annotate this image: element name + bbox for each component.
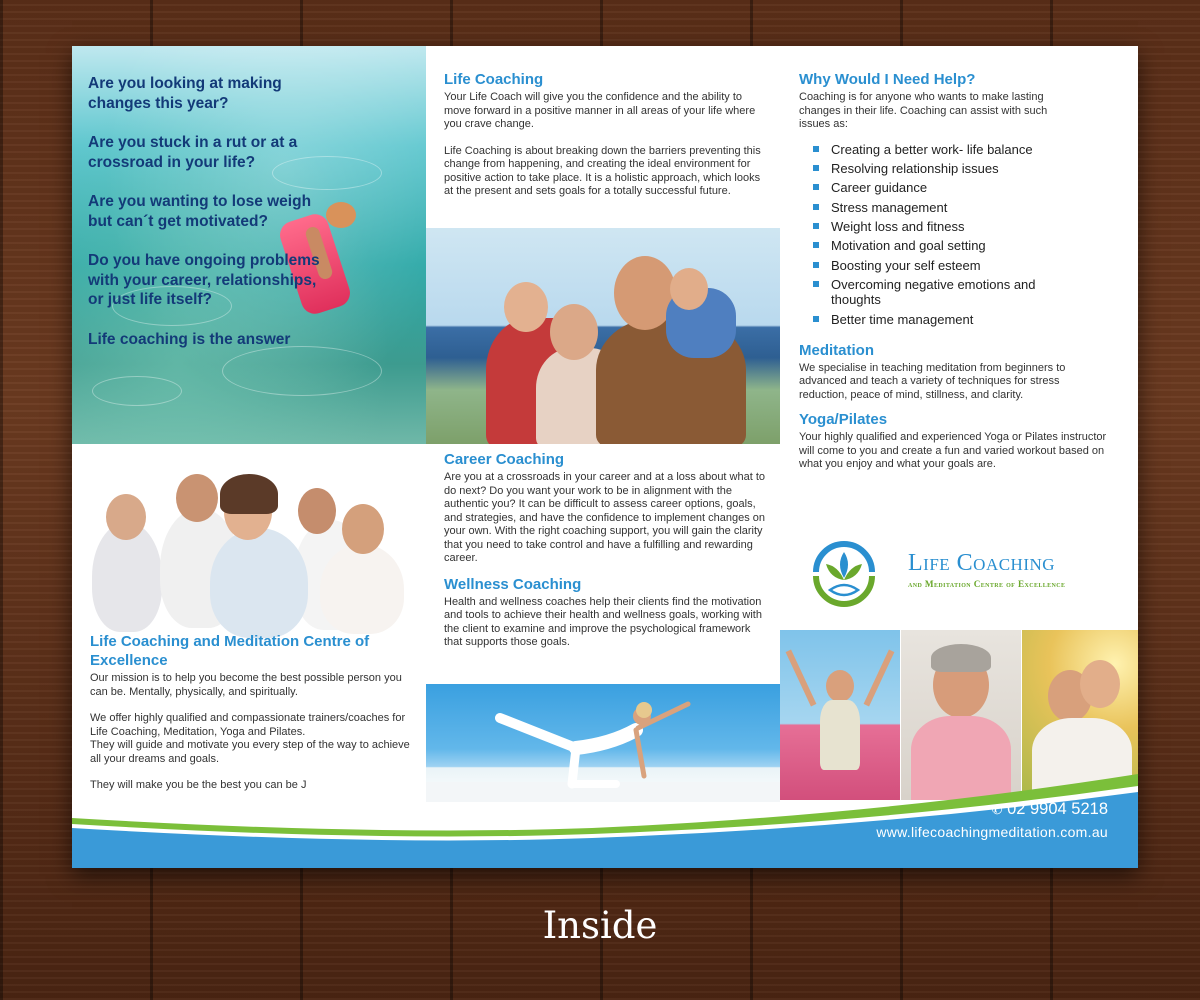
mission-paragraph-1: Our mission is to help you become the best possible person you can be. Mentally, physically, and spiritually. [90,672,402,698]
life-coaching-heading: Life Coaching [444,71,544,88]
issues-list [813,142,1123,327]
lotus-logo-icon [804,534,884,610]
logo-title: Life Coaching [908,550,1056,576]
right-info-text [799,70,1123,472]
left-panel [72,46,426,868]
why-help-intro: Coaching is for anyone who wants to make lasting changes in their life. Coaching can assist with such issues as: [799,91,1048,130]
logo-subtitle: and Meditation Centre of Excellence [908,579,1066,589]
contact-phone[interactable] [992,800,1108,819]
question-2: Are you stuck in a rut or at a crossroad in your life? [88,134,298,171]
right-panel [780,46,1138,868]
website-link[interactable]: www.lifecoachingmeditation.com.au [876,824,1108,840]
inside-caption: Inside [542,904,658,947]
brochure-inside-spread [72,46,1138,868]
issue-item: Career guidance [813,180,1123,195]
family-photo [426,228,780,444]
sun-hat [326,202,356,228]
wellness-coaching-paragraph: Health and wellness coaches help their clients find the motivation and tools to achieve their health and wellness goals, working with the client to examine and improve the psychological framework that supports those goals. [444,595,762,648]
life-coaching-paragraph-2: Life Coaching is about breaking down the barriers preventing this change from happening, and creating the ideal environment for positive action to take place. It is a holistic approach, which looks at the present and sets goals for a totally successful future. [444,144,761,197]
life-coaching-section [444,70,766,199]
question-4: Do you have ongoing problems with your career, relationships, or just life itself? [88,252,320,308]
mission-paragraph-3: They will guide and motivate you every step of the way to achieve all your dreams and goals. [90,739,410,765]
mission-paragraph-4: They will make you be the best you can be J [90,779,307,791]
brand-logo [804,534,1124,612]
happy-group-photo [72,444,426,626]
bottom-wave-band [72,746,1138,868]
why-help-heading: Why Would I Need Help? [799,71,976,88]
question-3: Are you wanting to lose weigh but can´t get motivated? [88,193,312,230]
question-list [88,74,328,369]
meditation-paragraph: We specialise in teaching meditation from beginners to advanced and teach a variety of techniques for stress reduction, peace of mind, stillness, and clarity. [799,361,1066,401]
career-coaching-heading: Career Coaching [444,451,565,468]
yoga-heading: Yoga/Pilates [799,411,888,429]
issue-item: Stress management [813,200,1123,215]
question-answer: Life coaching is the answer [88,330,291,348]
issue-item: Motivation and goal setting [813,238,1123,253]
mission-heading: Life Coaching and Meditation Centre of Excellence [90,633,370,669]
yoga-paragraph: Your highly qualified and experienced Yoga or Pilates instructor will come to you and create a fun and varied workout based on what you enjoy and what your goals are. [799,431,1107,471]
middle-panel [426,46,780,868]
phone-icon: ✆ [991,802,1003,817]
career-coaching-paragraph: Are you at a crossroads in your career and at a loss about what to do next? Do you want your work to be in alignment with the authentic you? It can be difficult to assess career options, goals, and strategies, and have the confidence to implement changes on your own. With the right coaching support, you will gain the clarity that you need to take control and have a fulfilling and rewarding career. [444,471,766,564]
life-coaching-paragraph-1: Your Life Coach will give you the confidence and the ability to move forward in a positive manner in all areas of your life where you crave change. [444,91,756,130]
question-1: Are you looking at making changes this year? [88,75,282,112]
issue-item: Better time management [813,312,1123,327]
issue-item: Overcoming negative emotions and thoughts [813,277,1063,307]
issue-item: Boosting your self esteem [813,258,1123,273]
issue-item: Creating a better work- life balance [813,142,1123,157]
phone-number: 02 9904 5218 [1007,800,1108,818]
career-wellness-section [444,450,766,650]
issue-item: Resolving relationship issues [813,161,1123,176]
wellness-coaching-heading: Wellness Coaching [444,575,582,593]
meditation-heading: Meditation [799,341,874,359]
mission-paragraph-2: We offer highly qualified and compassionate trainers/coaches for Life Coaching, Meditation, Yoga and Pilates. [90,712,406,738]
sea-float-photo [72,46,426,444]
issue-item: Weight loss and fitness [813,219,1123,234]
